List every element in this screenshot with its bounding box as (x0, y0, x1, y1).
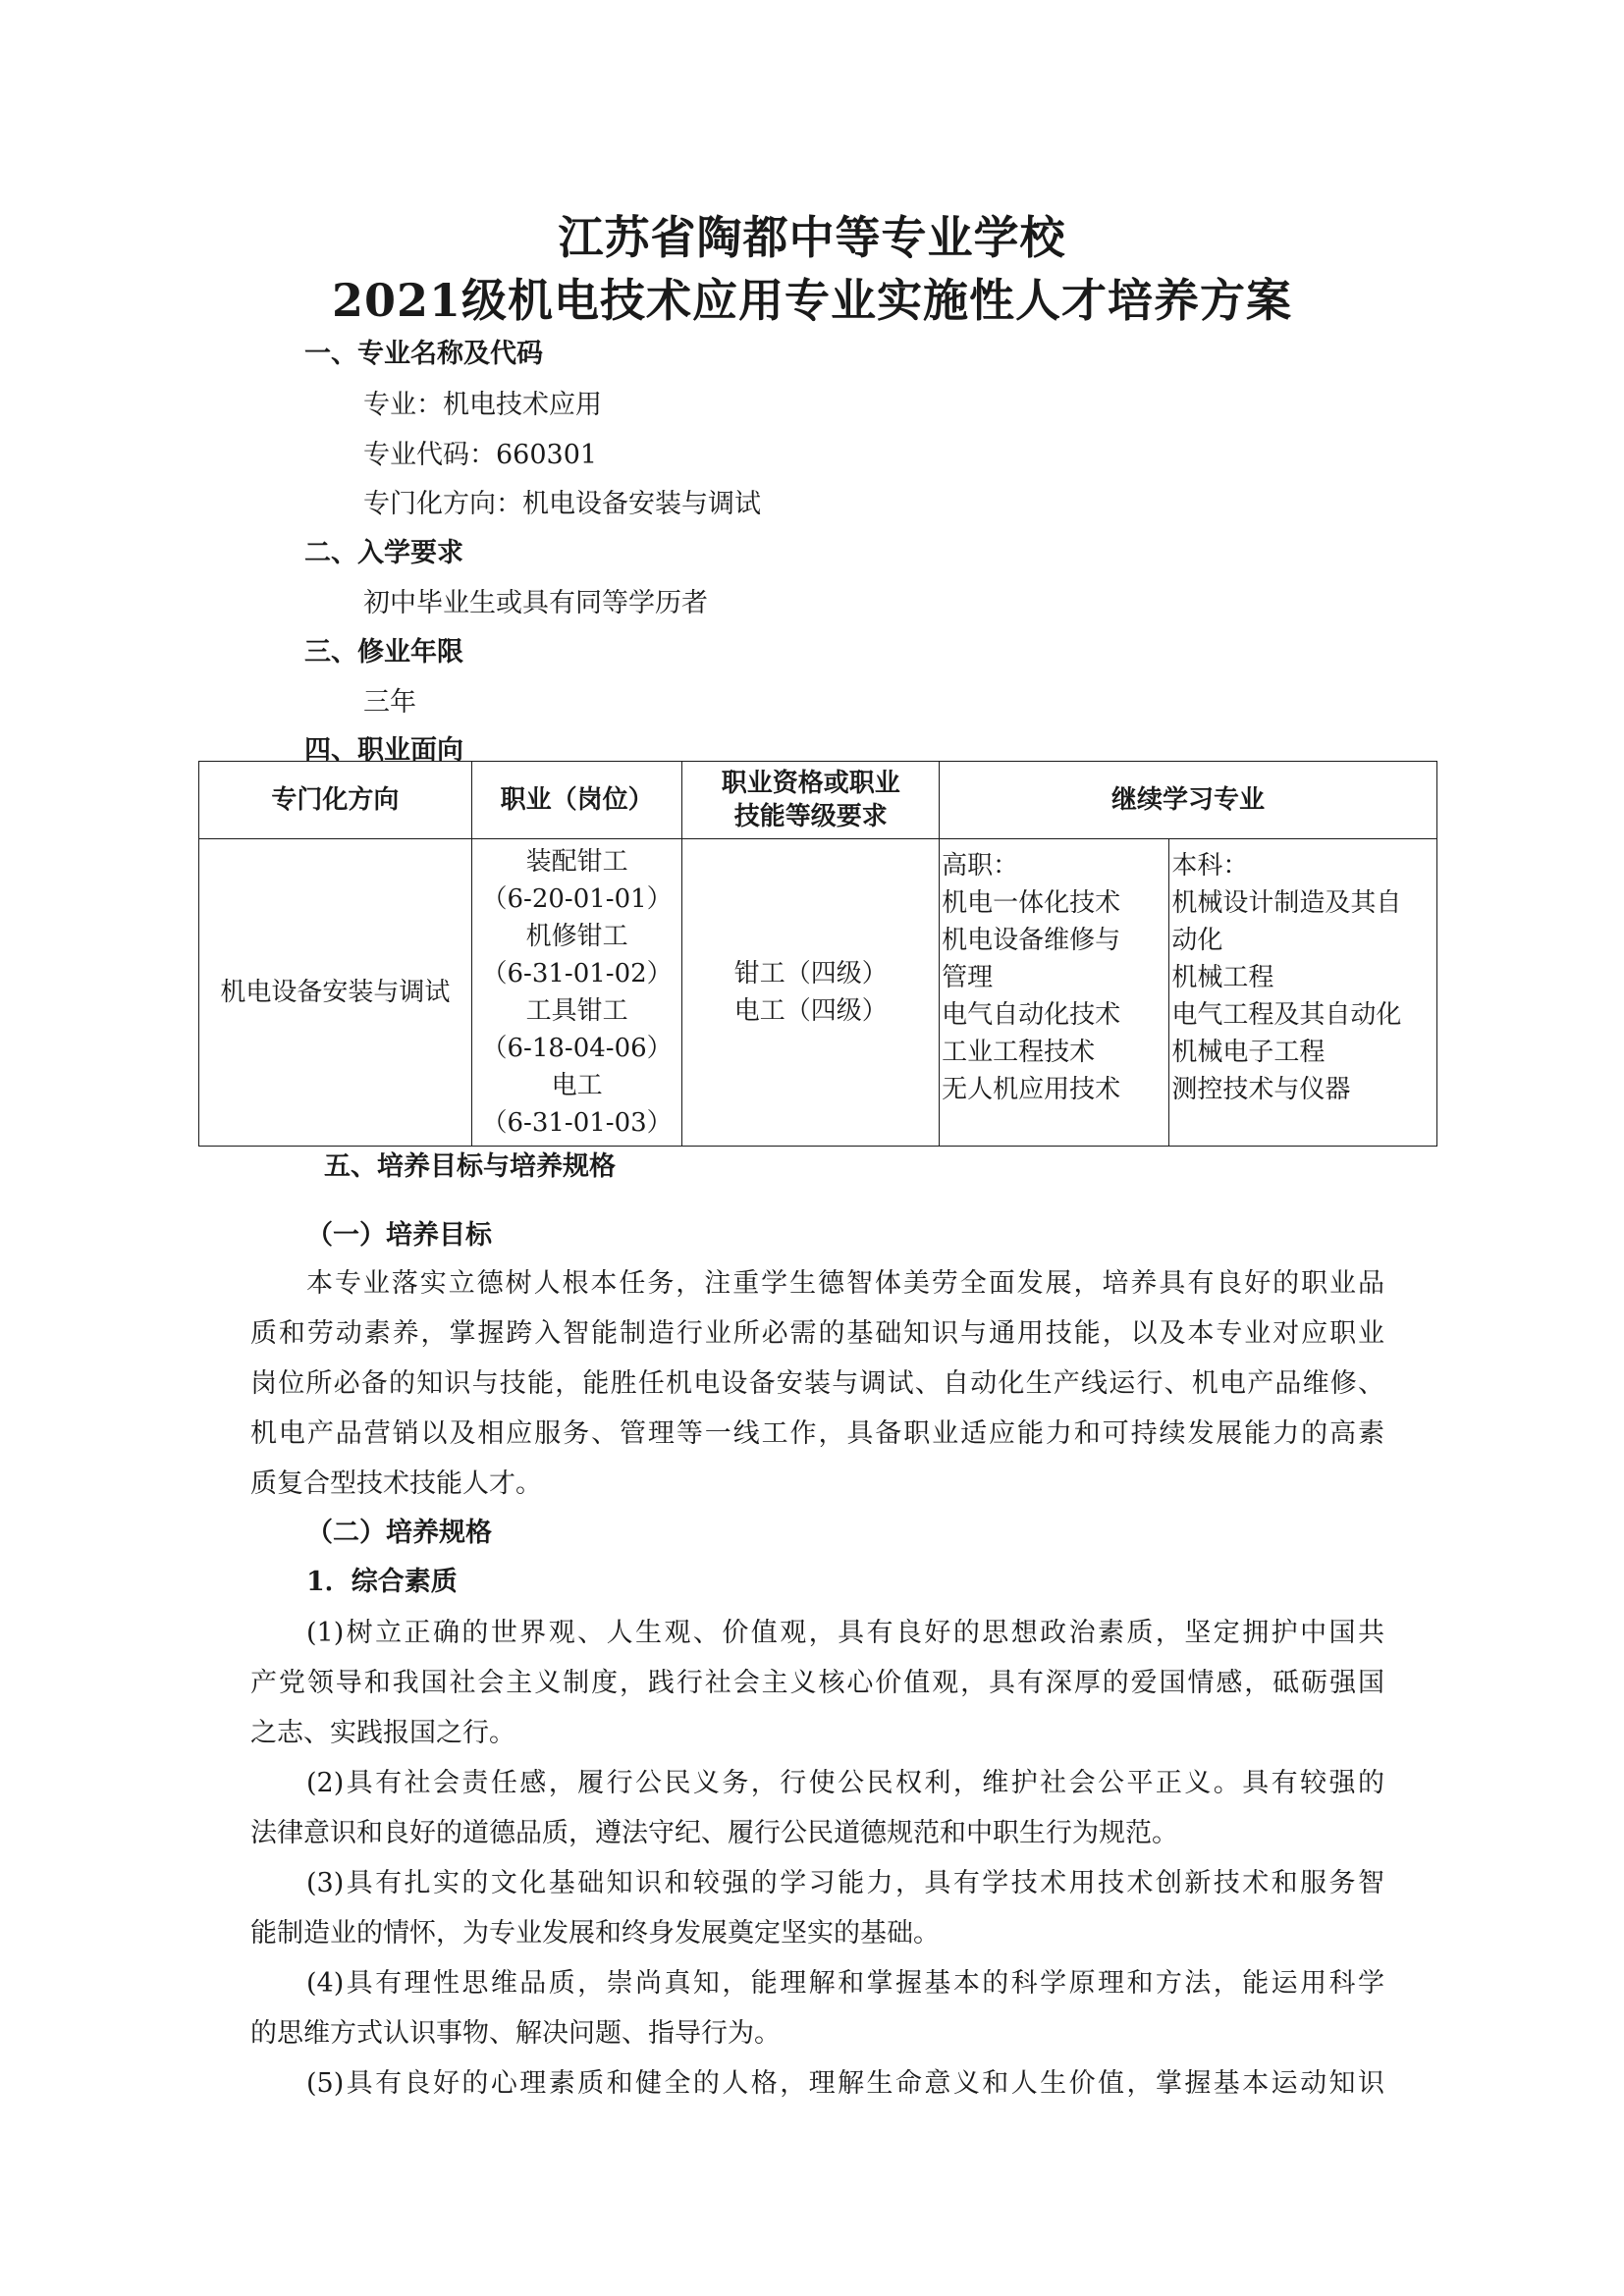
paragraph-line: (1)树立正确的世界观、人生观、价值观，具有良好的思想政治素质，坚定拥护中国共 (306, 1618, 1384, 1648)
paragraph-line: 质和劳动素养，掌握跨入智能制造行业所必需的基础知识与通用技能，以及本专业对应职业 (250, 1318, 1384, 1349)
major-name: 专业：机电技术应用 (363, 390, 602, 420)
specialization-direction: 专门化方向：机电设备安装与调试 (363, 489, 761, 519)
paragraph-line: 机电产品营销以及相应服务、管理等一线工作，具备职业适应能力和可持续发展能力的高素 (250, 1418, 1384, 1449)
paragraph-line: (3)具有扎实的文化基础知识和较强的学习能力，具有学技术用技术创新技术和服务智 (306, 1868, 1384, 1898)
admission-requirement: 初中毕业生或具有同等学历者 (363, 588, 708, 618)
paragraph-line: 岗位所必备的知识与技能，能胜任机电设备安装与调试、自动化生产线运行、机电产品维修、 (250, 1368, 1384, 1399)
paragraph-line: 质复合型技术技能人才。 (250, 1468, 542, 1499)
section1-heading: 一、专业名称及代码 (304, 339, 543, 369)
comprehensive-quality-heading: 1．综合素质 (306, 1567, 458, 1597)
cell-higher-vocational: 高职： 机电一体化技术 机电设备维修与 管理 电气自动化技术 工业工程技术 无人机应用技术 (940, 839, 1169, 1147)
cell-jobs: 装配钳工 （6-20-01-01） 机修钳工 （6-31-01-02） 工具钳工 （6-18-04-06） 电工 （6-31-01-03） (471, 839, 682, 1147)
cell-direction: 机电设备安装与调试 (199, 839, 472, 1147)
paragraph-line: 产党领导和我国社会主义制度，践行社会主义核心价值观，具有深厚的爱国情感，砥砺强国 (250, 1668, 1384, 1698)
document-title-line1: 江苏省陶都中等专业学校 (558, 211, 1066, 264)
training-spec-heading: （二）培养规格 (306, 1518, 492, 1548)
paragraph-line: 之志、实践报国之行。 (250, 1718, 515, 1748)
cell-undergraduate: 本科： 机械设计制造及其自 动化 机械工程 电气工程及其自动化 机械电子工程 测控技术与仪器 (1169, 839, 1437, 1147)
table-row (199, 839, 1437, 1147)
training-goal-heading: （一）培养目标 (306, 1220, 492, 1251)
section2-heading: 二、入学要求 (304, 538, 463, 568)
cell-qualifications: 钳工（四级） 电工（四级） (682, 839, 940, 1147)
header-direction: 专门化方向 (199, 762, 472, 839)
career-orientation-table (198, 761, 1437, 1147)
paragraph-line: (2)具有社会责任感，履行公民义务，行使公民权利，维护社会公平正义。具有较强的 (306, 1768, 1384, 1798)
document-title-line2: 2021级机电技术应用专业实施性人才培养方案 (331, 274, 1293, 327)
section5-heading: 五、培养目标与培养规格 (324, 1151, 616, 1182)
paragraph-line: 本专业落实立德树人根本任务，注重学生德智体美劳全面发展，培养具有良好的职业品 (306, 1268, 1384, 1299)
header-qualification: 职业资格或职业 技能等级要求 (682, 762, 940, 839)
table-header-row (199, 762, 1437, 839)
paragraph-line: 的思维方式认识事物、解决问题、指导行为。 (250, 2018, 781, 2049)
study-duration: 三年 (363, 687, 416, 718)
section3-heading: 三、修业年限 (304, 637, 463, 667)
paragraph-line: 法律意识和良好的道德品质，遵法守纪、履行公民道德规范和中职生行为规范。 (250, 1818, 1178, 1848)
paragraph-line: (5)具有良好的心理素质和健全的人格，理解生命意义和人生价值，掌握基本运动知识 (306, 2068, 1384, 2099)
header-further-study: 继续学习专业 (940, 762, 1437, 839)
major-code: 专业代码：660301 (363, 440, 598, 470)
paragraph-line: (4)具有理性思维品质，崇尚真知，能理解和掌握基本的科学原理和方法，能运用科学 (306, 1968, 1384, 1999)
section4-heading: 四、职业面向 (304, 735, 463, 766)
header-job: 职业（岗位） (471, 762, 682, 839)
paragraph-line: 能制造业的情怀，为专业发展和终身发展奠定坚实的基础。 (250, 1918, 940, 1949)
